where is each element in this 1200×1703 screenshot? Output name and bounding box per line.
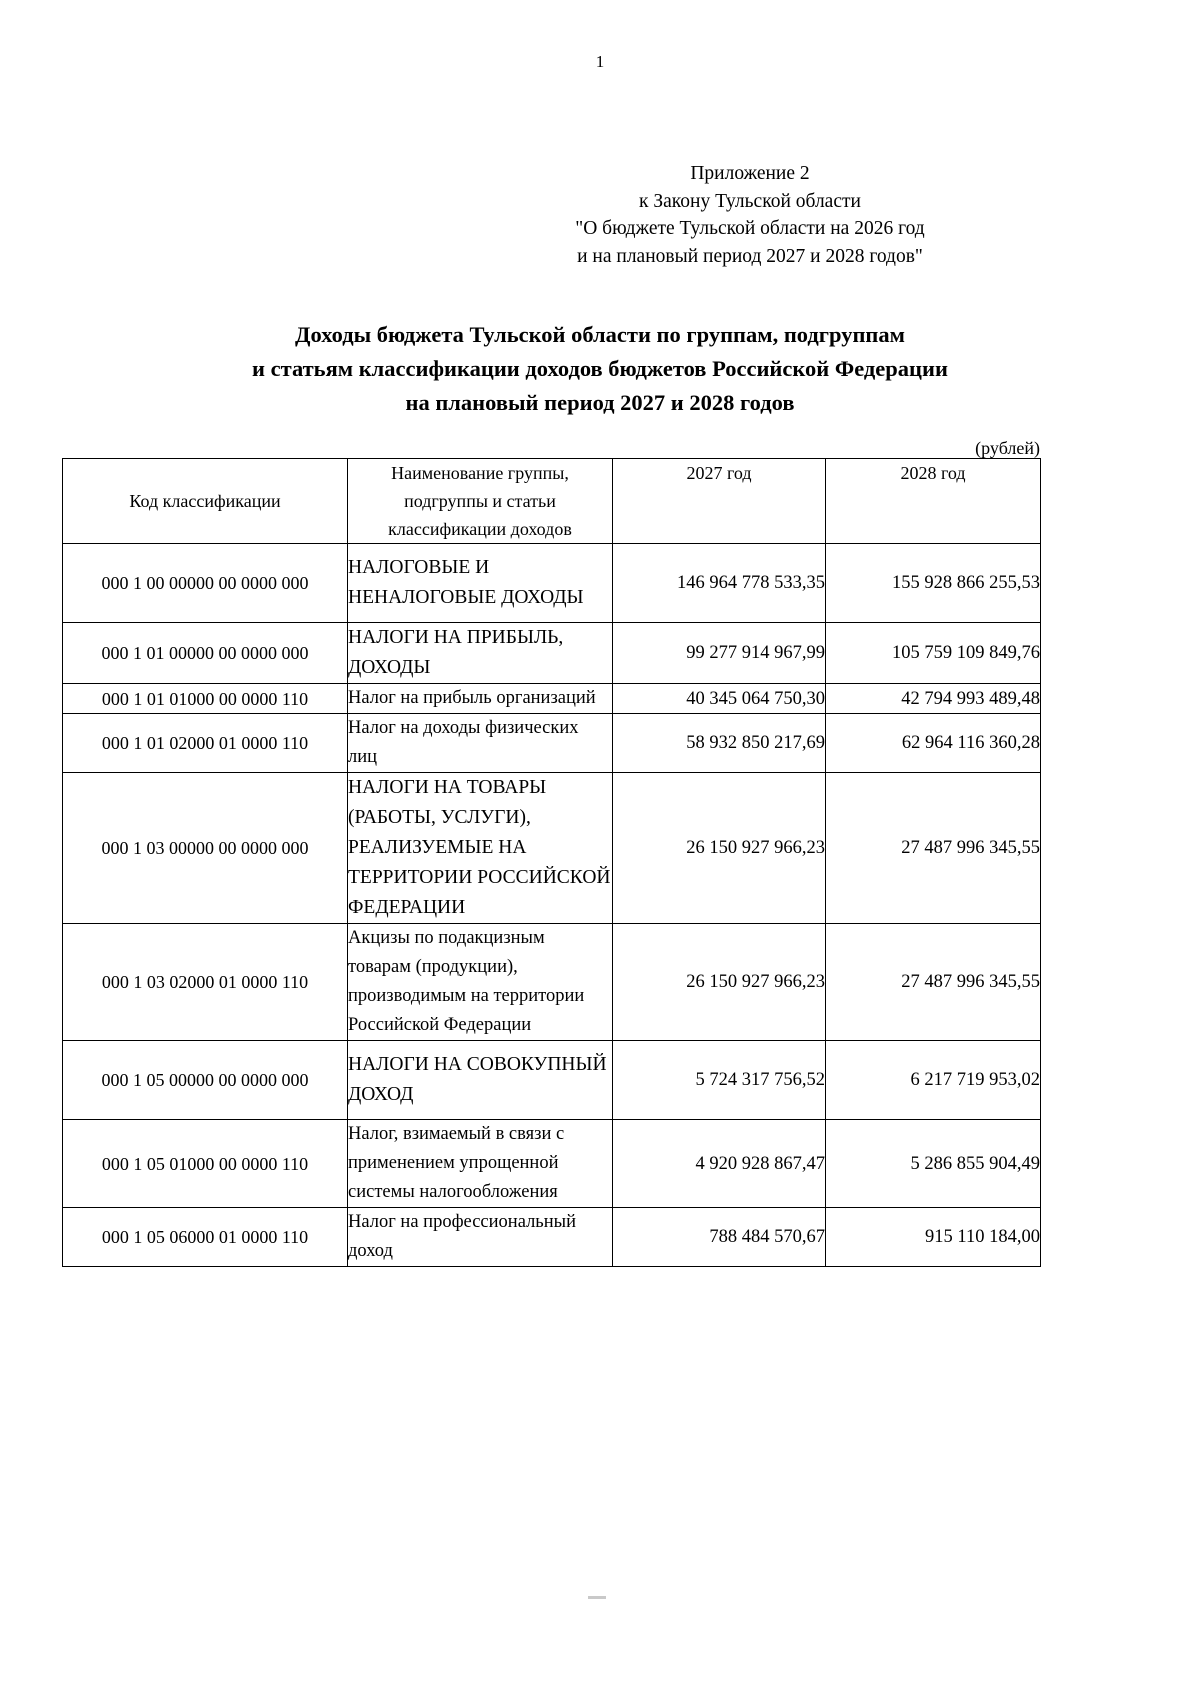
column-header-code: Код классификации (63, 459, 348, 544)
cell-value-2027: 26 150 927 966,23 (613, 924, 826, 1041)
cell-code: 000 1 01 00000 00 0000 000 (63, 623, 348, 684)
scan-artifact (588, 1596, 606, 1599)
table-row (63, 1041, 1041, 1120)
cell-value-2028: 5 286 855 904,49 (826, 1120, 1041, 1208)
table-row (63, 1120, 1041, 1208)
table-row (63, 714, 1041, 773)
cell-name: НАЛОГИ НА ТОВАРЫ (РАБОТЫ, УСЛУГИ), РЕАЛИЗУЕМЫЕ НА ТЕРРИТОРИИ РОССИЙСКОЙ ФЕДЕРАЦИИ (348, 773, 613, 924)
cell-code: 000 1 01 02000 01 0000 110 (63, 714, 348, 773)
cell-value-2028: 27 487 996 345,55 (826, 924, 1041, 1041)
cell-code: 000 1 01 01000 00 0000 110 (63, 684, 348, 714)
cell-code: 000 1 00 00000 00 0000 000 (63, 544, 348, 623)
cell-value-2027: 99 277 914 967,99 (613, 623, 826, 684)
cell-code: 000 1 05 06000 01 0000 110 (63, 1208, 348, 1267)
cell-value-2027: 4 920 928 867,47 (613, 1120, 826, 1208)
cell-name: Налог на профессиональный доход (348, 1208, 613, 1267)
cell-name: НАЛОГОВЫЕ И НЕНАЛОГОВЫЕ ДОХОДЫ (348, 544, 613, 623)
cell-value-2027: 788 484 570,67 (613, 1208, 826, 1267)
column-header-year-2027: 2027 год (613, 459, 826, 544)
cell-name: Налог, взимаемый в связи с применением упрощенной системы налогообложения (348, 1120, 613, 1208)
cell-name: Акцизы по подакцизным товарам (продукции), производимым на территории Российской Федерации (348, 924, 613, 1041)
cell-value-2027: 40 345 064 750,30 (613, 684, 826, 714)
page-title-line-3: на плановый период 2027 и 2028 годов (405, 390, 795, 415)
cell-value-2028: 27 487 996 345,55 (826, 773, 1041, 924)
cell-value-2028: 6 217 719 953,02 (826, 1041, 1041, 1120)
page-number: 1 (595, 52, 605, 71)
table-body (63, 544, 1041, 1267)
cell-code: 000 1 05 01000 00 0000 110 (63, 1120, 348, 1208)
table-row (63, 623, 1041, 684)
appendix-line-3: "О бюджете Тульской области на 2026 год (575, 218, 925, 239)
page-title-line-2: и статьям классификации доходов бюджетов Российской Федерации (252, 356, 948, 381)
table-row (63, 1208, 1041, 1267)
column-header-year-2028: 2028 год (826, 459, 1041, 544)
column-header-name-line-1: Наименование группы, (391, 463, 569, 483)
cell-value-2027: 58 932 850 217,69 (613, 714, 826, 773)
units-note: (рублей) (975, 438, 1040, 458)
cell-value-2028: 42 794 993 489,48 (826, 684, 1041, 714)
page-title-line-1: Доходы бюджета Тульской области по группам, подгруппам (295, 322, 905, 347)
page-title (100, 318, 1100, 420)
table-row (63, 684, 1041, 714)
budget-table-wrapper (62, 458, 1040, 1267)
column-header-name-line-2: подгруппы и статьи (404, 491, 556, 511)
table-header (63, 459, 1041, 544)
appendix-line-4: и на плановый период 2027 и 2028 годов" (577, 245, 923, 267)
cell-value-2028: 105 759 109 849,76 (826, 623, 1041, 684)
cell-code: 000 1 05 00000 00 0000 000 (63, 1041, 348, 1120)
cell-value-2028: 155 928 866 255,53 (826, 544, 1041, 623)
cell-value-2027: 26 150 927 966,23 (613, 773, 826, 924)
appendix-line-2: к Закону Тульской области (639, 190, 861, 212)
appendix-reference-block (540, 160, 960, 270)
column-header-name-line-3: классификации доходов (388, 519, 572, 539)
budget-table (62, 458, 1041, 1267)
cell-value-2027: 5 724 317 756,52 (613, 1041, 826, 1120)
cell-value-2028: 915 110 184,00 (826, 1208, 1041, 1267)
column-header-name (348, 459, 613, 544)
cell-name: Налог на доходы физических лиц (348, 714, 613, 773)
table-row (63, 773, 1041, 924)
cell-value-2027: 146 964 778 533,35 (613, 544, 826, 623)
cell-name: НАЛОГИ НА ПРИБЫЛЬ, ДОХОДЫ (348, 623, 613, 684)
table-header-row (63, 459, 1041, 544)
table-row (63, 544, 1041, 623)
cell-code: 000 1 03 02000 01 0000 110 (63, 924, 348, 1041)
cell-value-2028: 62 964 116 360,28 (826, 714, 1041, 773)
cell-name: НАЛОГИ НА СОВОКУПНЫЙ ДОХОД (348, 1041, 613, 1120)
cell-code: 000 1 03 00000 00 0000 000 (63, 773, 348, 924)
table-row (63, 924, 1041, 1041)
cell-name: Налог на прибыль организаций (348, 684, 613, 714)
appendix-line-1: Приложение 2 (690, 163, 810, 184)
